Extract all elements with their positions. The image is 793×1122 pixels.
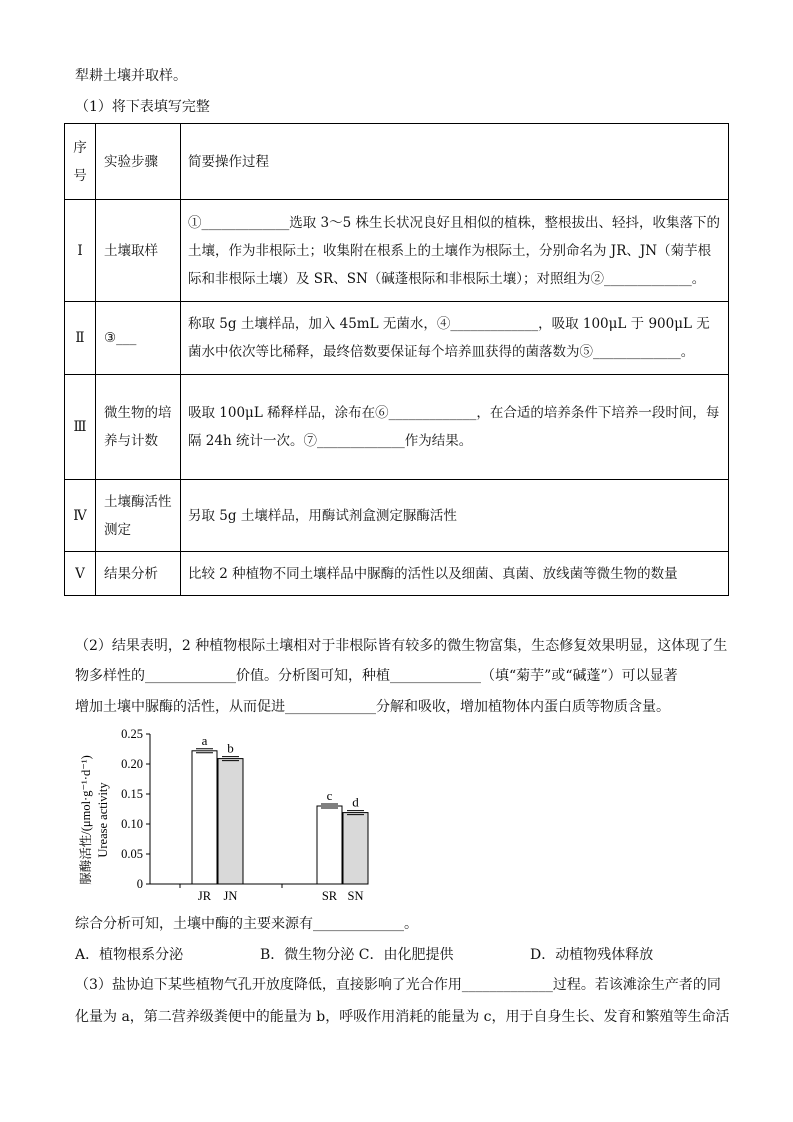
- significance-letter: a: [201, 732, 208, 748]
- table-header-row: [65, 124, 729, 200]
- table-row: [65, 375, 729, 480]
- y-tick-label: 0.20: [121, 757, 143, 771]
- row-num: Ⅰ: [65, 200, 96, 302]
- table-row: [65, 200, 729, 302]
- row-step: 土壤酶活性测定: [96, 480, 181, 552]
- y-axis-label-en: Urease activity: [96, 782, 110, 858]
- row-process: 吸取 100μL 稀释样品，涂布在⑥_____________，在合适的培养条件下培养一段时间，每隔 24h 统计一次。⑦_____________作为结果。: [181, 375, 729, 480]
- significance-letter: d: [352, 794, 359, 810]
- significance-letter: c: [326, 788, 333, 803]
- row-step: 微生物的培养与计数: [96, 375, 181, 480]
- option-d: D．动植物残体释放: [530, 947, 654, 963]
- bar-jr: [192, 751, 217, 884]
- experiment-table: [64, 123, 729, 596]
- row-num: Ⅲ: [65, 375, 96, 480]
- row-step: ③___: [96, 302, 181, 375]
- x-tick-label: JR: [197, 889, 212, 903]
- x-tick-label: SN: [347, 889, 364, 903]
- row-process: 比较 2 种植物不同土壤样品中脲酶的活性以及细菌、真菌、放线菌等微生物的数量: [181, 552, 729, 596]
- row-process: 称取 5g 土壤样品，加入 45mL 无菌水，④_____________，吸取 100μL 于 900μL 无菌水中依次等比稀释，最终倍数要保证每个培养皿获得的菌落数为⑤_____________。: [181, 302, 729, 375]
- header-step: 实验步骤: [96, 124, 181, 200]
- option-b-c: B．微生物分泌 C．由化肥提供: [260, 947, 454, 963]
- bar-sn: [343, 813, 368, 884]
- q3-line-2: 化量为 a，第二营养级粪便中的能量为 b，呼吸作用消耗的能量为 c，用于自身生长、发育和繁殖等生命活: [75, 1009, 730, 1025]
- row-num: Ⅳ: [65, 480, 96, 552]
- y-tick-label: 0: [136, 877, 143, 891]
- question-1-title: （1）将下表填写完整: [75, 99, 210, 115]
- bar-jn: [218, 759, 243, 884]
- q2-line-3: 增加土壤中脲酶的活性，从而促进_____________分解和吸收，增加植物体内蛋白质等物质含量。: [75, 699, 670, 715]
- x-tick-label: JN: [223, 889, 238, 903]
- y-tick-label: 0.25: [121, 727, 143, 741]
- row-num: Ⅴ: [65, 552, 96, 596]
- option-a: A．植物根系分泌: [75, 947, 184, 963]
- row-step: 土壤取样: [96, 200, 181, 302]
- y-tick-label: 0.10: [121, 817, 143, 831]
- y-axis-label-cn: 脲酶活性/(μmol·g⁻¹·d⁻¹): [79, 755, 93, 885]
- significance-letter: b: [227, 740, 234, 756]
- q2-after-chart: 综合分析可知，土壤中酶的主要来源有_____________。: [75, 916, 418, 932]
- row-step: 结果分析: [96, 552, 181, 596]
- header-num: 序号: [65, 124, 96, 200]
- table-row: [65, 552, 729, 596]
- bar-sr: [317, 806, 342, 884]
- row-num: Ⅱ: [65, 302, 96, 375]
- urease-activity-chart: [70, 726, 370, 911]
- q3-line-1: （3）盐协迫下某些植物气孔开放度降低，直接影响了光合作用_____________过程。若该滩涂生产者的同: [75, 977, 721, 993]
- y-tick-label: 0.15: [121, 787, 143, 801]
- y-tick-label: 0.05: [121, 847, 143, 861]
- table-row: [65, 480, 729, 552]
- intro-line: 犁耕土壤并取样。: [75, 68, 187, 84]
- x-tick-label: SR: [321, 889, 338, 903]
- q2-line-2: 物多样性的_____________价值。分析图可知，种植_____________（填“菊芋”或“碱蓬”）可以显著: [75, 668, 678, 684]
- header-process: 简要操作过程: [181, 124, 729, 200]
- row-process: ①_____________选取 3～5 株生长状况良好且相似的植株，整根拔出、轻抖，收集落下的土壤，作为非根际土；收集附在根系上的土壤作为根际土，分别命名为 JR、JN（菊芋根际和非根际土壤）及 SR、SN（碱蓬根际和非根际土壤）；对照组为②_____________。: [181, 200, 729, 302]
- table-row: [65, 302, 729, 375]
- row-process: 另取 5g 土壤样品，用酶试剂盒测定脲酶活性: [181, 480, 729, 552]
- q2-line-1: （2）结果表明，2 种植物根际土壤相对于非根际皆有较多的微生物富集，生态修复效果明显，这体现了生: [75, 638, 728, 654]
